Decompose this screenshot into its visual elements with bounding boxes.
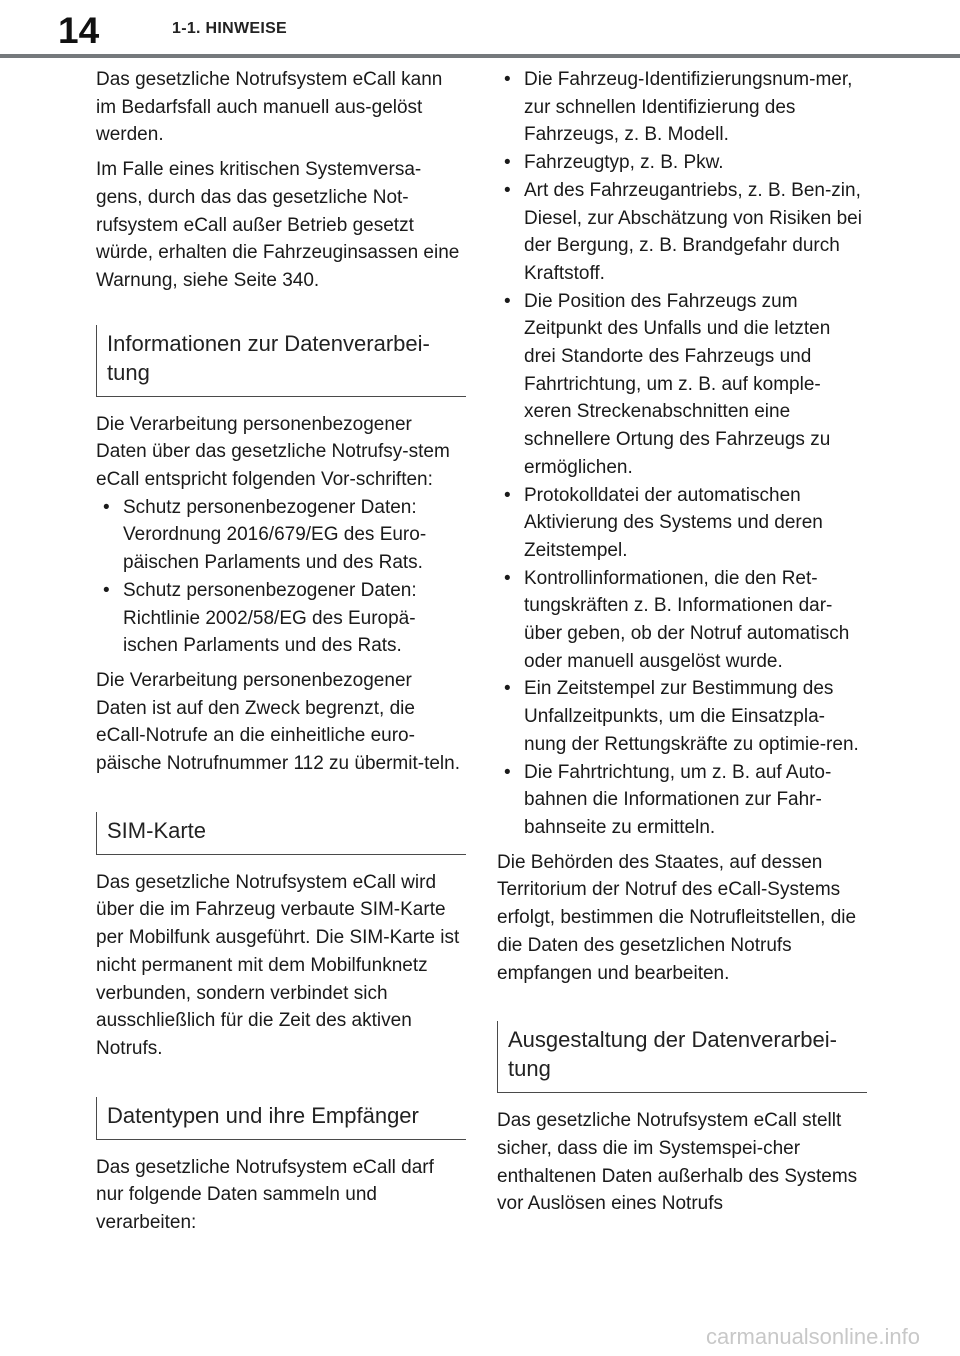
- list-item: • Die Position des Fahrzeugs zum Zeitpunkt des Unfalls und die letzten drei Standorte des Fahrzeugs und Fahrtrichtung, um z. B. auf komple-xeren Streckenabschnitten eine schnellere Ortung des Fahrzeugs zu ermöglichen.: [497, 288, 867, 482]
- section-heading: Ausgestaltung der Datenverarbei-tung: [497, 1021, 867, 1093]
- left-column: [96, 66, 466, 1244]
- list-item: • Art des Fahrzeugantriebs, z. B. Ben-zin, Diesel, zur Abschätzung von Risiken bei der Bergung, z. B. Brandgefahr durch Kraftstoff.: [497, 177, 867, 288]
- page-number: 14: [58, 10, 100, 51]
- paragraph: Im Falle eines kritischen Systemversa-gens, durch das das gesetzliche Not-rufsystem eCall außer Betrieb gesetzt würde, erhalten die Fahrzeuginsassen eine Warnung, siehe Seite 340.: [96, 159, 460, 291]
- watermark: carmanualsonline.info: [705, 1324, 920, 1349]
- paragraph: Die Verarbeitung personenbezogener Daten über das gesetzliche Notrufsy-stem eCall entspricht folgenden Vor-schriften:: [96, 413, 450, 491]
- paragraph: Das gesetzliche Notrufsystem eCall stellt sicher, dass die im Systemspei-cher enthaltenen Daten außerhalb des Systems vor Auslösen eines Notrufs: [497, 1110, 858, 1215]
- paragraph: Die Verarbeitung personenbezogener Daten ist auf den Zweck begrenzt, die eCall-Notrufe an die einheitliche euro-päische Notrufnummer 112 zu übermit-teln.: [96, 669, 460, 775]
- list-item: • Die Fahrtrichtung, um z. B. auf Auto-bahnen die Informationen zur Fahr-bahnseite zu ermitteln.: [497, 759, 867, 842]
- section-heading: Informationen zur Datenverarbei-tung: [96, 325, 466, 397]
- list-item: • Die Fahrzeug-Identifizierungsnum-mer, zur schnellen Identifizierung des Fahrzeugs, z. B. Modell.: [497, 66, 867, 149]
- list-item: • Kontrollinformationen, die den Ret-tungskräften z. B. Informationen dar-über geben, ob der Notruf automatisch oder manuell ausgelöst wurde.: [497, 565, 867, 676]
- list-item: • Schutz personenbezogener Daten: Richtlinie 2002/58/EG des Europä-ischen Parlaments und des Rats.: [96, 577, 466, 660]
- header-rule: [0, 54, 960, 58]
- paragraph: Das gesetzliche Notrufsystem eCall kann im Bedarfsfall auch manuell aus-gelöst werden.: [96, 69, 443, 146]
- list-item: • Ein Zeitstempel zur Bestimmung des Unfallzeitpunkts, um die Einsatzpla-nung der Rettungskräfte zu optimie-ren.: [497, 675, 867, 758]
- list-item: • Schutz personenbezogener Daten: Verordnung 2016/679/EG des Euro-päischen Parlaments und des Rats.: [96, 494, 466, 577]
- paragraph: Die Behörden des Staates, auf dessen Territorium der Notruf des eCall-Systems erfolgt, bestimmen die Notrufleitstellen, die die Daten des gesetzlichen Notrufs empfangen und bearbeiten.: [497, 851, 857, 984]
- page-header: [0, 0, 960, 60]
- section-heading: SIM-Karte: [96, 812, 466, 855]
- paragraph: Das gesetzliche Notrufsystem eCall wird über die im Fahrzeug verbaute SIM-Karte per Mobilfunk ausgeführt. Die SIM-Karte ist nicht permanent mit dem Mobilfunknetz verbunden, sondern verbindet sich ausschließlich für die Zeit des aktiven Notrufs.: [96, 871, 460, 1059]
- paragraph: Das gesetzliche Notrufsystem eCall darf nur folgende Daten sammeln und verarbeiten:: [96, 1156, 434, 1234]
- chapter-title: 1-1. HINWEISE: [172, 20, 288, 37]
- list-item: • Fahrzeugtyp, z. B. Pkw.: [497, 149, 867, 177]
- bullet-list: [96, 494, 466, 660]
- list-item: • Protokolldatei der automatischen Aktivierung des Systems und deren Zeitstempel.: [497, 482, 867, 565]
- bullet-list: [497, 66, 867, 842]
- section-heading: Datentypen und ihre Empfänger: [96, 1097, 466, 1140]
- right-column: [497, 66, 867, 1225]
